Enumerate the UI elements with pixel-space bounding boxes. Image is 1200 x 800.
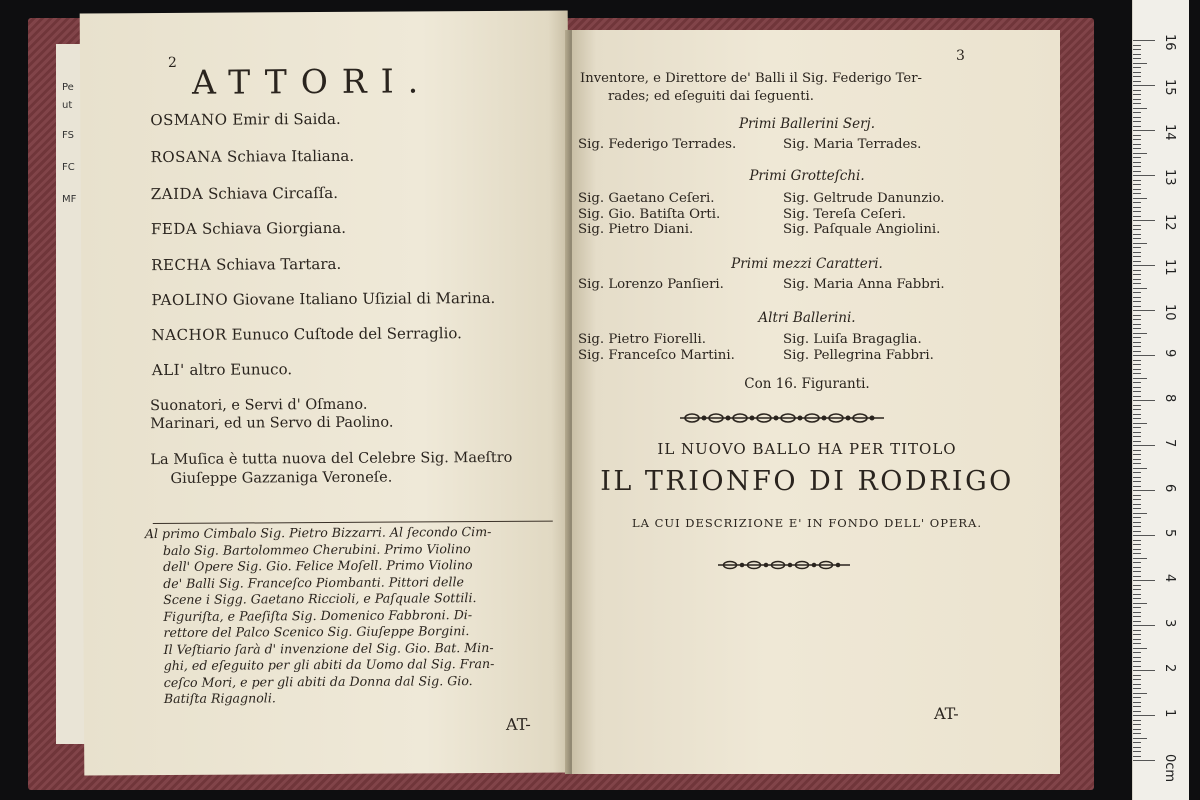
- ruler-tick: [1133, 607, 1141, 608]
- catchword: AT-: [505, 714, 531, 734]
- ruler-tick: [1133, 499, 1141, 500]
- intro-line: Inventore, e Direttore de' Balli il Sig. Federigo Ter-: [580, 71, 922, 86]
- dancer-name: Sig. Franceſco Martini.: [578, 347, 735, 363]
- ruler-tick: [1133, 121, 1141, 122]
- ruler-tick: [1133, 247, 1141, 248]
- role-name: PAOLINO: [151, 290, 229, 310]
- dancer-name: Sig. Lorenzo Panſieri.: [578, 277, 724, 292]
- ruler-tick: [1133, 585, 1141, 586]
- ruler-tick: [1133, 256, 1141, 257]
- ruler-tick: [1133, 423, 1147, 424]
- ruler-tick: [1133, 535, 1155, 536]
- ruler-tick: [1133, 72, 1141, 73]
- ruler-tick: [1133, 459, 1141, 460]
- ruler-tick: [1133, 639, 1141, 640]
- dancer-name: Sig. Gio. Batiſta Orti.: [578, 206, 721, 222]
- ruler-tick: [1133, 472, 1141, 473]
- dancer-name: Sig. Maria Anna Fabbri.: [783, 277, 945, 292]
- page-number: 3: [956, 48, 965, 64]
- ruler-tick: [1133, 148, 1141, 149]
- ruler-number: 5: [1162, 529, 1177, 538]
- ruler-tick: [1133, 103, 1141, 104]
- dancer-name: Sig. Geltrude Danunzio.: [783, 191, 945, 206]
- ruler-tick: [1133, 657, 1141, 658]
- ruler-tick: [1133, 495, 1141, 496]
- role-name: ALI': [151, 360, 185, 380]
- role-desc: Schiava Tartara.: [216, 254, 342, 274]
- dancer-name: Sig. Pietro Fiorelli.: [578, 332, 707, 347]
- role-name: FEDA: [150, 219, 198, 239]
- dancer-name: Sig. Pellegrina Fabbri.: [783, 347, 934, 363]
- ruler-tick: [1133, 198, 1147, 199]
- credits-line: Al primo Cimbalo Sig. Pietro Bizzarri. Al ſecondo Cim-: [144, 523, 492, 542]
- ruler-tick: [1133, 409, 1141, 410]
- ruler-tick: [1133, 463, 1141, 464]
- ruler-tick: [1133, 328, 1141, 329]
- dancer-name: Sig. Tereſa Ceſeri.: [783, 206, 907, 222]
- cast-entry: [150, 110, 340, 129]
- ruler-tick: [1133, 220, 1155, 221]
- ruler-tick: [1133, 567, 1141, 568]
- section-heading: Primi mezzi Caratteri.: [731, 256, 883, 272]
- ruler-tick: [1133, 724, 1141, 725]
- ruler-tick: [1133, 396, 1141, 397]
- ruler-tick: [1133, 373, 1141, 374]
- ballo-note: LA CUI DESCRIZIONE E' IN FONDO DELL' OPERA.: [632, 516, 982, 530]
- ruler-tick: [1133, 81, 1141, 82]
- ruler-tick: [1133, 193, 1141, 194]
- dancer-name: Sig. Maria Terrades.: [783, 137, 922, 152]
- ruler-tick: [1133, 351, 1141, 352]
- credits-line: ceſco Mori, e per gli abiti da Donna dal Sig. Gio.: [163, 672, 473, 690]
- role-desc: Schiava Circaſſa.: [208, 183, 339, 203]
- dancer-name: Sig. Pietro Diani.: [578, 222, 694, 237]
- ruler-tick: [1133, 522, 1141, 523]
- right-page: [572, 30, 1060, 774]
- ruler-tick: [1133, 243, 1147, 244]
- ruler-tick: [1133, 553, 1141, 554]
- ruler-tick: [1133, 139, 1141, 140]
- ruler-tick: [1133, 562, 1141, 563]
- ruler-tick: [1133, 670, 1155, 671]
- ruler-tick: [1133, 355, 1155, 356]
- role-name: ROSANA: [150, 147, 223, 167]
- ruler-tick: [1133, 436, 1141, 437]
- role-desc: Giovane Italiano Uſizial di Marina.: [232, 288, 496, 309]
- ruler-tick: [1133, 108, 1147, 109]
- extras-line: Suonatori, e Servi d' Oſmano.: [150, 396, 368, 415]
- ruler-tick: [1133, 702, 1141, 703]
- ruler-tick: [1133, 319, 1141, 320]
- ruler-tick: [1133, 99, 1141, 100]
- ruler-tick: [1133, 270, 1141, 271]
- ruler-tick: [1133, 441, 1141, 442]
- credits-line: rettore del Palco Scenico Sig. Giuſeppe Borgini.: [163, 623, 470, 640]
- ruler-tick: [1133, 175, 1155, 176]
- ruler-tick: [1133, 40, 1155, 41]
- ruler-tick: [1133, 315, 1141, 316]
- ruler-tick: [1133, 679, 1141, 680]
- ruler-tick: [1133, 445, 1155, 446]
- ruler-tick: [1133, 711, 1141, 712]
- ruler-tick: [1133, 360, 1141, 361]
- ruler-tick: [1133, 580, 1155, 581]
- catchword: AT-: [934, 704, 959, 723]
- ruler-tick: [1133, 378, 1147, 379]
- ruler-tick: [1133, 346, 1141, 347]
- ruler-tick: [1133, 94, 1141, 95]
- section-heading: Primi Grotteſchi.: [749, 168, 865, 184]
- ruler-tick: [1133, 382, 1141, 383]
- ruler-tick: [1133, 603, 1147, 604]
- cast-entry: [151, 219, 346, 238]
- ruler-tick: [1133, 306, 1141, 307]
- ballo-title: IL TRIONFO DI RODRIGO: [600, 466, 1014, 497]
- ruler-tick: [1133, 634, 1141, 635]
- extras-line: Marinari, ed un Servo di Paolino.: [150, 414, 394, 433]
- ruler-tick: [1133, 697, 1141, 698]
- ruler-tick: [1133, 364, 1141, 365]
- cast-entry: [151, 184, 338, 203]
- slip-label: FC: [62, 162, 75, 173]
- ruler-tick: [1133, 621, 1141, 622]
- credits-line: de' Balli Sig. Franceſco Piombanti. Pittori delle: [163, 573, 465, 591]
- ruler-tick: [1133, 288, 1147, 289]
- ruler-tick: [1133, 513, 1147, 514]
- dancer-name: Sig. Luiſa Bragaglia.: [783, 332, 922, 347]
- ruler-tick: [1133, 117, 1141, 118]
- ruler-tick: [1133, 112, 1141, 113]
- ruler-tick: [1133, 760, 1155, 761]
- ruler-tick: [1133, 229, 1141, 230]
- ruler-tick: [1133, 342, 1141, 343]
- ruler-tick: [1133, 589, 1141, 590]
- section-heading: Altri Ballerini.: [758, 310, 856, 326]
- ruler-tick: [1133, 54, 1141, 55]
- ruler-tick: [1133, 265, 1155, 266]
- cast-entry: [152, 360, 292, 379]
- cast-entry: [151, 255, 341, 274]
- intro-text: [580, 70, 922, 106]
- ruler-tick: [1133, 274, 1141, 275]
- ruler-tick: [1133, 261, 1141, 262]
- ruler-tick: [1133, 189, 1141, 190]
- role-desc: Schiava Giorgiana.: [201, 218, 347, 238]
- ruler-tick: [1133, 540, 1141, 541]
- ruler-tick: [1133, 67, 1141, 68]
- role-desc: Emir di Saida.: [232, 109, 341, 129]
- credits-line: Figuriſta, e Paeſiſta Sig. Domenico Fabbroni. Di-: [163, 606, 473, 624]
- ruler-tick: [1133, 490, 1155, 491]
- ruler-tick: [1133, 49, 1141, 50]
- ruler-tick: [1133, 405, 1141, 406]
- section-heading: Primi Ballerini Serj.: [738, 116, 876, 132]
- ruler-tick: [1133, 729, 1141, 730]
- ruler-number: 16: [1162, 34, 1177, 51]
- ruler-tick: [1133, 688, 1141, 689]
- ruler-tick: [1133, 432, 1141, 433]
- ruler-tick: [1133, 369, 1141, 370]
- dancer-name: Sig. Gaetano Ceſeri.: [578, 191, 715, 206]
- ruler-number: 11: [1162, 259, 1177, 276]
- ruler-tick: [1133, 648, 1147, 649]
- ruler-number: 10: [1162, 304, 1177, 321]
- figuranti-line: Con 16. Figuranti.: [744, 376, 870, 392]
- ruler-number: 2: [1162, 664, 1177, 673]
- dancer-list: [578, 277, 945, 293]
- ruler-tick: [1133, 162, 1141, 163]
- ruler-tick: [1133, 387, 1141, 388]
- slip-label: MF: [62, 194, 77, 205]
- slip-label: Pe: [62, 82, 74, 93]
- ruler-tick: [1133, 153, 1147, 154]
- ruler-tick: [1133, 400, 1155, 401]
- ruler-tick: [1133, 684, 1141, 685]
- ruler-tick: [1133, 742, 1141, 743]
- intro-line: rades; ed eſeguiti dai ſeguenti.: [608, 89, 814, 104]
- ruler-tick: [1133, 526, 1141, 527]
- dancer-list: [578, 137, 922, 153]
- ruler-tick: [1133, 414, 1141, 415]
- ruler-tick: [1133, 720, 1141, 721]
- ruler-tick: [1133, 292, 1141, 293]
- slip-label: ut: [62, 100, 73, 111]
- ruler-tick: [1133, 333, 1147, 334]
- ruler-tick: [1133, 90, 1141, 91]
- ruler-number: 8: [1162, 394, 1177, 403]
- ruler-tick: [1133, 751, 1141, 752]
- ruler-tick: [1133, 216, 1141, 217]
- credits-line: Batiſta Rigagnoli.: [163, 690, 276, 706]
- ruler-number: 9: [1162, 349, 1177, 358]
- ruler-tick: [1133, 612, 1141, 613]
- ruler-tick: [1133, 652, 1141, 653]
- role-desc: Eunuco Cuſtode del Serraglio.: [231, 324, 462, 344]
- ruler-tick: [1133, 252, 1141, 253]
- role-name: OSMANO: [150, 110, 228, 130]
- ruler-tick: [1133, 558, 1147, 559]
- ruler-tick: [1133, 733, 1141, 734]
- dancer-list: [578, 332, 934, 363]
- page-number: 2: [167, 54, 177, 71]
- role-desc: altro Eunuco.: [189, 360, 293, 379]
- ruler-number: 6: [1162, 484, 1177, 493]
- ruler-number: 4: [1162, 574, 1177, 583]
- dancer-list: [578, 191, 945, 238]
- ruler-tick: [1133, 666, 1141, 667]
- ruler-tick: [1133, 211, 1141, 212]
- ruler-tick: [1133, 135, 1141, 136]
- credits-line: ghi, ed eſeguito per gli abiti da Uomo dal Sig. Fran-: [163, 655, 495, 673]
- left-page: [80, 11, 573, 776]
- measuring-ruler: [1132, 0, 1189, 800]
- ruler-tick: [1133, 225, 1141, 226]
- ruler-tick: [1133, 544, 1141, 545]
- ruler-tick: [1133, 283, 1141, 284]
- ruler-tick: [1133, 571, 1141, 572]
- ruler-tick: [1133, 531, 1141, 532]
- dancer-name: Sig. Paſquale Angiolini.: [783, 222, 941, 237]
- ruler-tick: [1133, 477, 1141, 478]
- ruler-tick: [1133, 418, 1141, 419]
- ruler-tick: [1133, 517, 1141, 518]
- cast-entry: [151, 147, 355, 166]
- ruler-number: 13: [1162, 169, 1177, 186]
- ruler-tick: [1133, 144, 1141, 145]
- ornament-icon: [714, 556, 854, 574]
- music-line: Giuſeppe Gazzaniga Veroneſe.: [170, 469, 393, 487]
- ruler-tick: [1133, 693, 1147, 694]
- ruler-tick: [1133, 310, 1155, 311]
- slip-label: FS: [62, 130, 74, 141]
- ruler-tick: [1133, 738, 1147, 739]
- ruler-number: 12: [1162, 214, 1177, 231]
- ruler-tick: [1133, 616, 1141, 617]
- music-line: La Muſica è tutta nuova del Celebre Sig. Maeſtro: [150, 449, 513, 469]
- role-name: RECHA: [151, 255, 212, 275]
- ruler-tick: [1133, 85, 1155, 86]
- ruler-tick: [1133, 427, 1141, 428]
- ruler-tick: [1133, 715, 1155, 716]
- ruler-tick: [1133, 279, 1141, 280]
- ruler-tick: [1133, 58, 1141, 59]
- ruler-tick: [1133, 324, 1141, 325]
- ruler-tick: [1133, 297, 1141, 298]
- ruler-tick: [1133, 337, 1141, 338]
- role-name: NACHOR: [151, 325, 227, 345]
- ruler-tick: [1133, 184, 1141, 185]
- page-title: ATTORI.: [191, 61, 433, 102]
- ruler-tick: [1133, 234, 1141, 235]
- ruler-tick: [1133, 45, 1141, 46]
- ruler-tick: [1133, 130, 1155, 131]
- ruler-tick: [1133, 157, 1141, 158]
- role-name: ZAIDA: [150, 184, 204, 204]
- ruler-tick: [1133, 454, 1141, 455]
- ruler-tick: [1133, 594, 1141, 595]
- ruler-tick: [1133, 301, 1141, 302]
- ruler-tick: [1133, 481, 1141, 482]
- ballo-heading: IL NUOVO BALLO HA PER TITOLO: [657, 440, 957, 458]
- ruler-tick: [1133, 166, 1141, 167]
- ruler-tick: [1133, 202, 1141, 203]
- ruler-number: 7: [1162, 439, 1177, 448]
- ruler-number: 1: [1162, 709, 1177, 718]
- ruler-tick: [1133, 171, 1141, 172]
- ruler-number: 15: [1162, 79, 1177, 96]
- ruler-tick: [1133, 576, 1141, 577]
- ruler-number: 0cm: [1162, 754, 1177, 783]
- ruler-tick: [1133, 486, 1141, 487]
- ruler-tick: [1133, 207, 1141, 208]
- cast-entry: [152, 324, 462, 344]
- ruler-tick: [1133, 630, 1141, 631]
- ruler-tick: [1133, 504, 1141, 505]
- credits-line: Scene i Sigg. Gaetano Riccioli, e Paſquale Sottili.: [163, 590, 477, 607]
- ruler-tick: [1133, 706, 1141, 707]
- credits-line: Il Veſtiario ſarà d' invenzione del Sig. Gio. Bat. Min-: [163, 639, 494, 657]
- credits-line: dell' Opere Sig. Gio. Felice Moſell. Primo Violino: [163, 557, 473, 574]
- ruler-number: 3: [1162, 619, 1177, 628]
- credits-line: balo Sig. Bartolommeo Cherubini. Primo Violino: [162, 540, 471, 558]
- ruler-tick: [1133, 675, 1141, 676]
- ruler-tick: [1133, 549, 1141, 550]
- ruler-tick: [1133, 76, 1141, 77]
- ruler-tick: [1133, 747, 1141, 748]
- ruler-tick: [1133, 63, 1147, 64]
- ornament-icon: [676, 408, 888, 428]
- ruler-tick: [1133, 661, 1141, 662]
- ruler-tick: [1133, 238, 1141, 239]
- dancer-name: Sig. Federigo Terrades.: [578, 137, 737, 152]
- ruler-tick: [1133, 180, 1141, 181]
- ruler-tick: [1133, 391, 1141, 392]
- ruler-tick: [1133, 126, 1141, 127]
- ruler-tick: [1133, 756, 1141, 757]
- ruler-number: 14: [1162, 124, 1177, 141]
- ruler-tick: [1133, 450, 1141, 451]
- ruler-tick: [1133, 625, 1155, 626]
- ruler-tick: [1133, 643, 1141, 644]
- cast-entry: [151, 289, 495, 309]
- role-desc: Schiava Italiana.: [226, 146, 355, 166]
- credits-block: [145, 524, 566, 708]
- ruler-tick: [1133, 508, 1141, 509]
- ruler-tick: [1133, 598, 1141, 599]
- ruler-tick: [1133, 468, 1147, 469]
